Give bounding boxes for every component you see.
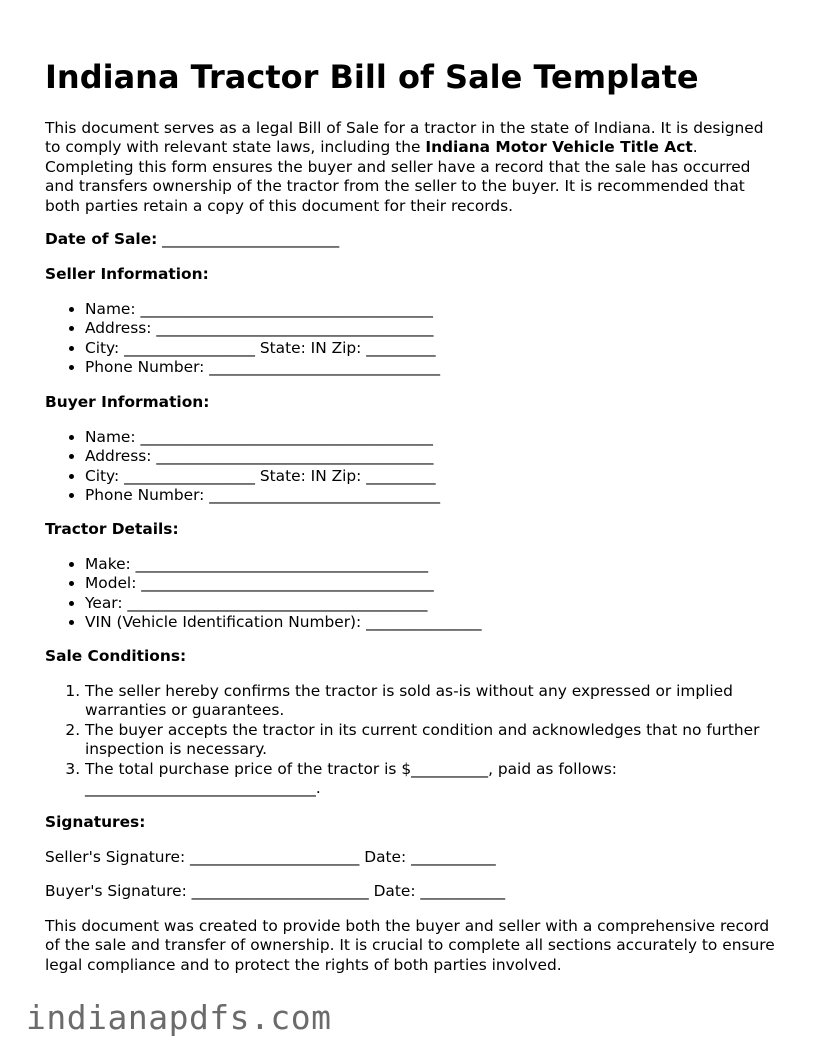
seller-heading: Seller Information:	[45, 265, 209, 283]
buyer-city-state-zip-field[interactable]: • City: _________________ State: IN Zip: _________	[85, 467, 805, 486]
buyer-heading: Buyer Information:	[45, 393, 210, 411]
buyer-phone-field[interactable]: • Phone Number: ______________________________	[85, 486, 805, 505]
page-title: Indiana Tractor Bill of Sale Template	[45, 58, 699, 96]
conditions-list	[45, 682, 765, 798]
condition-item-price[interactable]: 3. The total purchase price of the tractor is $__________, paid as follows: ______________________________.	[85, 760, 765, 799]
tractor-list	[45, 555, 805, 633]
buyer-list	[45, 428, 805, 506]
date-of-sale-label: Date of Sale:	[45, 230, 158, 248]
intro-paragraph	[45, 119, 775, 216]
seller-name-field[interactable]: • Name: ______________________________________	[85, 300, 805, 319]
tractor-heading: Tractor Details:	[45, 520, 179, 538]
tractor-vin-field[interactable]: • VIN (Vehicle Identification Number): _______________	[85, 613, 805, 632]
buyer-name-field[interactable]: • Name: ______________________________________	[85, 428, 805, 447]
condition-item: 1. The seller hereby confirms the tractor is sold as-is without any expressed or implied warranties or guarantees.	[85, 682, 765, 721]
date-of-sale-line	[45, 230, 339, 249]
seller-address-field[interactable]: • Address: ____________________________________	[85, 319, 805, 338]
seller-list	[45, 300, 805, 378]
seller-signature-line[interactable]: Seller's Signature: ______________________ Date: ___________	[45, 848, 496, 866]
intro-text-2: . Completing this form ensures the buyer and seller have a record that the sale has occurred and transfers ownership of the tractor from the seller to the buyer. It is recommended that both parties retain a copy of this document for their records.	[45, 138, 751, 215]
condition-item: 2. The buyer accepts the tractor in its current condition and acknowledges that no further inspection is necessary.	[85, 721, 765, 760]
intro-act-name: Indiana Motor Vehicle Title Act	[425, 138, 693, 157]
conditions-heading: Sale Conditions:	[45, 647, 187, 665]
tractor-model-field[interactable]: • Model: ______________________________________	[85, 574, 805, 593]
site-watermark: indianapdfs.com	[26, 998, 332, 1037]
outro-paragraph: This document was created to provide both the buyer and seller with a comprehensive record of the sale and transfer of ownership. It is crucial to complete all sections accurately to ensure legal compliance and to protect the rights of both parties involved.	[45, 917, 775, 974]
buyer-signature-line[interactable]: Buyer's Signature: _______________________ Date: ___________	[45, 882, 506, 900]
tractor-make-field[interactable]: • Make: ______________________________________	[85, 555, 805, 574]
signatures-heading: Signatures:	[45, 813, 146, 831]
date-of-sale-blank[interactable]: _______________________	[157, 230, 340, 248]
tractor-year-field[interactable]: • Year: _______________________________________	[85, 594, 805, 613]
seller-city-state-zip-field[interactable]: • City: _________________ State: IN Zip: _________	[85, 339, 805, 358]
buyer-address-field[interactable]: • Address: ____________________________________	[85, 447, 805, 466]
seller-phone-field[interactable]: • Phone Number: ______________________________	[85, 358, 805, 377]
intro-text-1: This document serves as a legal Bill of Sale for a tractor in the state of Indiana. It is designed to comply with relevant state laws, including the	[45, 119, 764, 157]
